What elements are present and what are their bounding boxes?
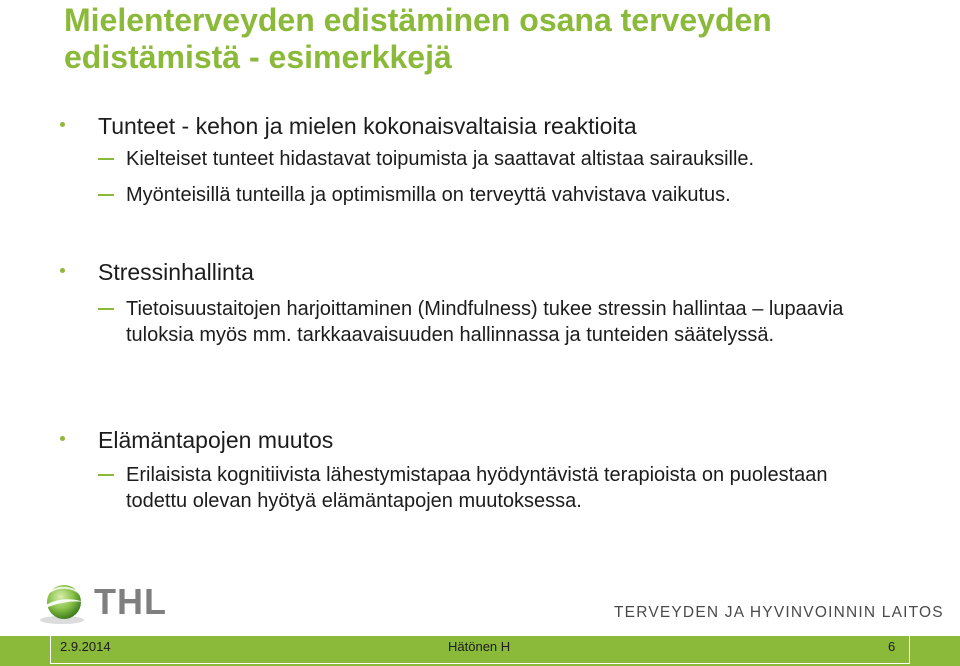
page-number: 6 — [888, 639, 896, 654]
footer-date: 2.9.2014 — [60, 639, 111, 654]
dash-icon — [98, 308, 114, 310]
dash-icon — [98, 158, 114, 160]
dash-icon — [98, 474, 114, 476]
organization-name: TERVEYDEN JA HYVINVOINNIN LAITOS — [614, 604, 944, 621]
bullet-dot-icon — [60, 122, 65, 127]
sub-bullet-text: Myönteisillä tunteilla ja optimismilla on terveyttä vahvistava vaikutus. — [126, 184, 731, 206]
sub-bullet-text: Erilaisista kognitiivista lähestymistapaa hyödyntävistä terapioista on puolestaan todettu olevan hyötyä elämäntapojen muutoksessa. — [126, 464, 828, 512]
sub-bullet-text: Kielteiset tunteet hidastavat toipumista ja saattavat altistaa sairauksille. — [126, 148, 755, 170]
bullet-dot-icon — [60, 436, 65, 441]
thl-sphere-icon — [36, 582, 90, 626]
logo-text: THL — [94, 581, 167, 622]
slide-title: Mielenterveyden edistäminen osana terveyden edistämistä - esimerkkejä — [64, 2, 772, 75]
bullet-heading: Stressinhallinta — [98, 259, 254, 285]
dash-icon — [98, 194, 114, 196]
bullet-dot-icon — [60, 268, 65, 273]
footer-author: Hätönen H — [448, 639, 511, 654]
sub-bullet-text: Tietoisuustaitojen harjoittaminen (Mindfulness) tukee stressin hallintaa – lupaavia tuloksia myös mm. tarkkaavaisuuden hallinnassa ja tunteiden säätelyssä. — [126, 298, 844, 346]
bullet-heading: Elämäntapojen muutos — [98, 427, 334, 453]
thl-logo — [36, 582, 166, 626]
bullet-heading: Tunteet - kehon ja mielen kokonaisvaltaisia reaktioita — [98, 113, 637, 139]
